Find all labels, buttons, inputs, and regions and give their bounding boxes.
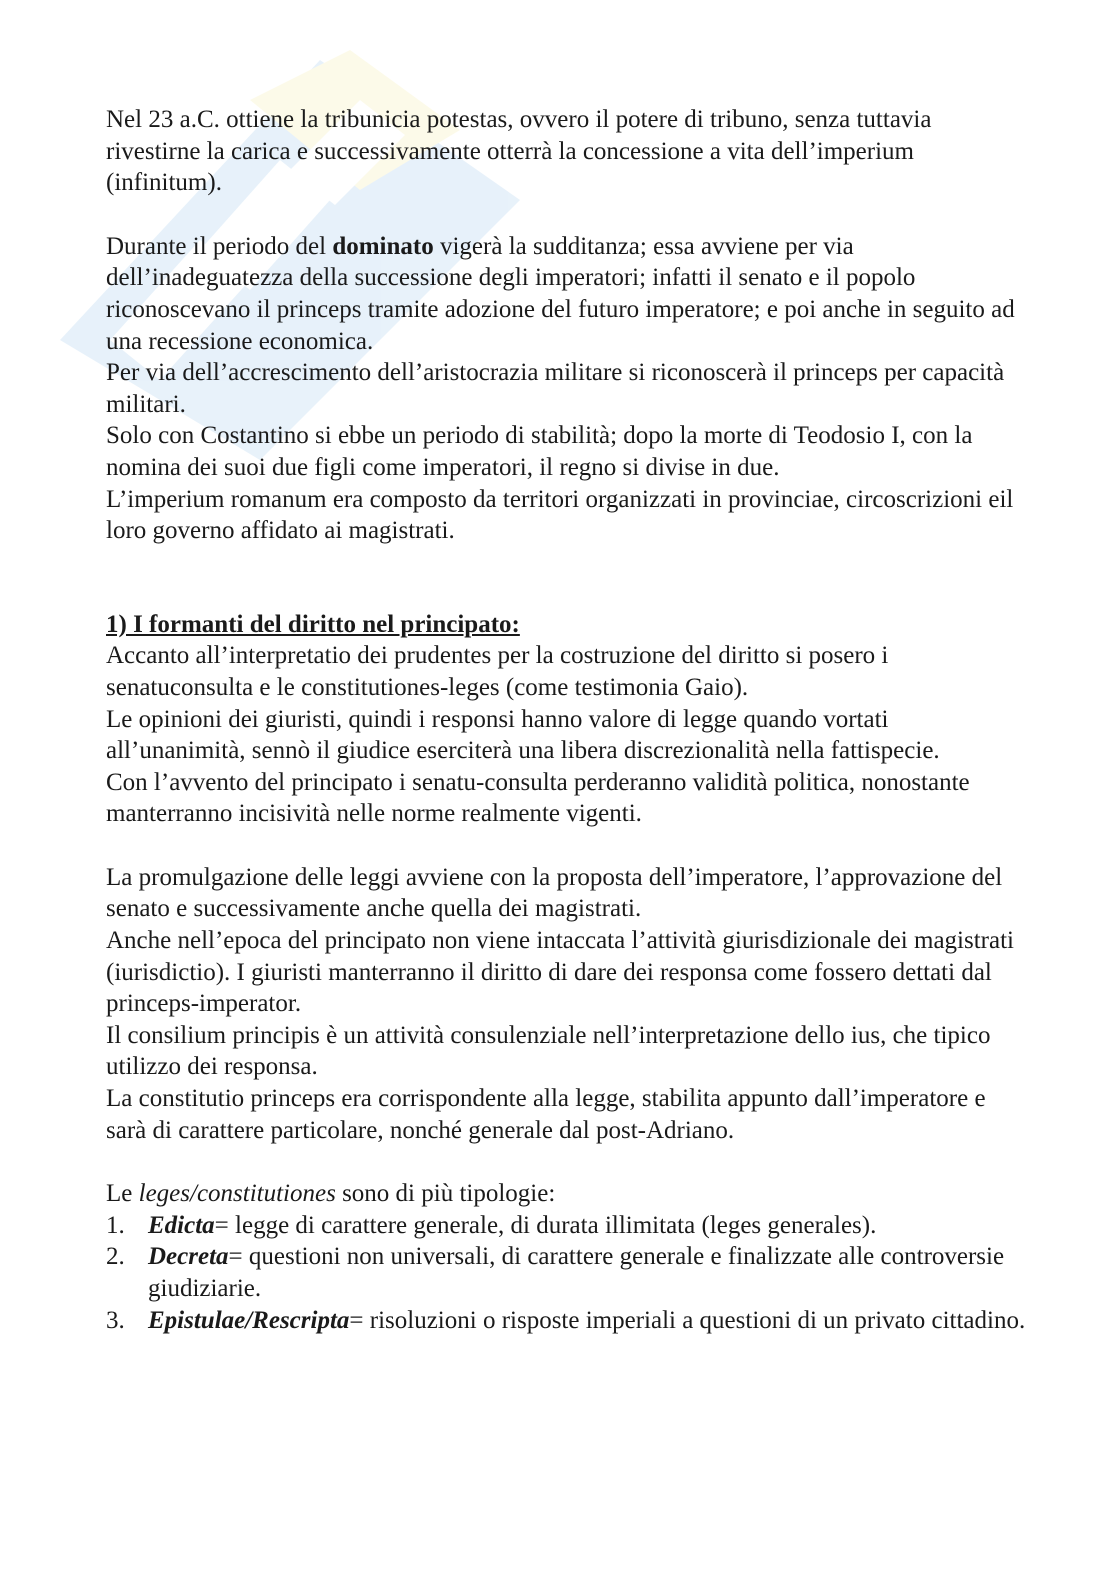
paragraph-promulgazione: La promulgazione delle leggi avviene con la proposta dell’imperatore, l’approvazione del senato e successivamente anche quella dei magistrati. — [106, 863, 1003, 923]
text-run: sono di più tipologie: — [335, 1180, 556, 1208]
paragraph-imperium-romanum: L’imperium romanum era composto da territori organizzati in provinciae, circoscrizioni eil loro governo affidato ai magistrati. — [106, 485, 1014, 545]
list-description: = risoluzioni o risposte imperiali a questioni di un privato cittadino. — [349, 1306, 1026, 1334]
list-description: = questioni non universali, di carattere generale e finalizzate alle controversie giudiziarie. — [148, 1243, 1005, 1302]
list-number: 3. — [106, 1306, 125, 1334]
spacer — [106, 1146, 1026, 1178]
list-number: 1. — [106, 1211, 125, 1239]
bold-term-dominato: dominato — [332, 232, 434, 260]
spacer — [106, 199, 1026, 231]
list-term: Epistulae/Rescripta — [148, 1306, 350, 1334]
paragraph-iurisdictio: Anche nell’epoca del principato non viene intaccata l’attività giurisdizionale dei magistrati (iurisdictio). I giuristi manterranno il diritto di dare dei responsa come fossero dettati dal princeps-imperator. — [106, 927, 1014, 1018]
section-heading: 1) I formanti del diritto nel principato: — [106, 610, 520, 638]
list-number: 2. — [106, 1243, 125, 1271]
spacer — [106, 830, 1026, 862]
paragraph-costantino: Solo con Costantino si ebbe un periodo di stabilità; dopo la morte di Teodosio I, con la nomina dei suoi due figli come imperatori, il regno si divise in due. — [106, 422, 973, 481]
paragraph-consilium: Il consilium principis è un attività consulenziale nell’interpretazione dello ius, che tipico utilizzo dei responsa. — [106, 1021, 991, 1081]
paragraph-constitutio: La constitutio princeps era corrispondente alla legge, stabilita appunto dall’imperatore e sarà di carattere particolare, nonché generale dal post-Adriano. — [106, 1085, 986, 1144]
spacer — [106, 547, 1026, 609]
types-list — [106, 1210, 1026, 1336]
paragraph-senatu-consulta: Con l’avvento del principato i senatu-consulta perderanno validità politica, nonostante manterranno incisività nelle norme realmente vigenti. — [106, 768, 970, 828]
paragraph-dominato — [106, 231, 1026, 357]
list-term: Edicta — [148, 1211, 215, 1239]
paragraph-tribunicia: Nel 23 a.C. ottiene la tribunicia potestas, ovvero il potere di tribuno, senza tuttavia rivestirne la carica e successivamente otterrà la concessione a vita dell’imperium (infinitum). — [106, 106, 932, 197]
paragraph-aristocrazia: Per via dell’accrescimento dell’aristocrazia militare si riconoscerà il princeps per capacità militari. — [106, 359, 1005, 418]
text-run: vigerà la sudditanza; essa avviene per via dell’inadeguatezza della successione degli imperatori; infatti il senato e il popolo riconoscevano il princeps tramite adozione del futuro imperatore; e poi anche in seguito ad una recessione economica. — [106, 232, 1015, 355]
paragraph-opinioni-giuristi: Le opinioni dei giuristi, quindi i responsi hanno valore di legge quando vortati all’unanimità, sennò il giudice eserciterà una libera discrezionalità nella fattispecie. — [106, 705, 940, 765]
list-description: = legge di carattere generale, di durata illimitata (leges generales). — [214, 1211, 877, 1239]
paragraph-types-intro — [106, 1178, 1026, 1210]
paragraph-interpretatio: Accanto all’interpretatio dei prudentes per la costruzione del diritto si posero i senatuconsulta e le constitutiones-leges (come testimonia Gaio). — [106, 642, 889, 701]
list-item — [106, 1241, 1026, 1304]
text-run: Durante il periodo del — [106, 232, 333, 260]
text-run: Le — [106, 1180, 139, 1208]
list-term: Decreta — [148, 1243, 229, 1271]
document-page — [106, 104, 1026, 1336]
italic-term: leges/constitutiones — [138, 1180, 336, 1208]
list-item — [106, 1305, 1026, 1337]
list-item — [106, 1210, 1026, 1242]
